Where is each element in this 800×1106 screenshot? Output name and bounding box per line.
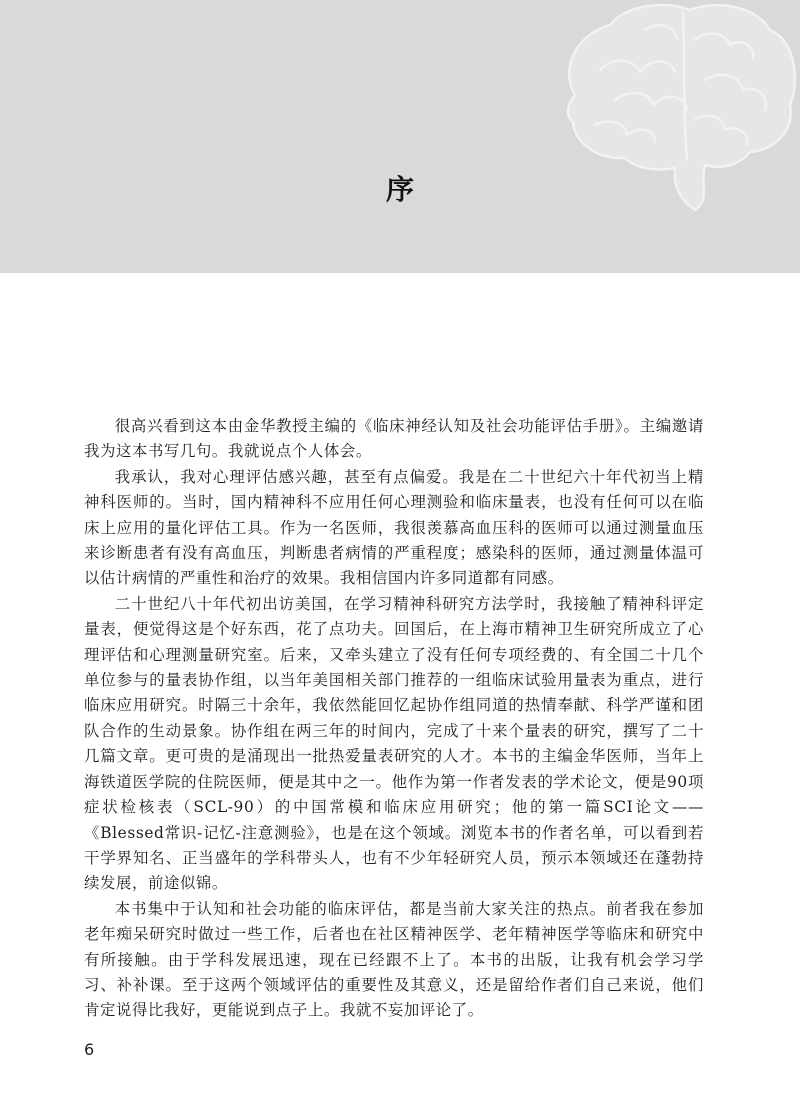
paragraph-3: 二十世纪八十年代初出访美国，在学习精神科研究方法学时，我接触了精神科评定量表，便觉得这是个好东西，花了点功夫。回国后，在上海市精神卫生研究所成立了心理评估和心理测量研究室。后来，又牵头建立了没有任何专项经费的、有全国二十几个单位参与的量表协作组，以当年美国相关部门推荐的一组临床试验用量表为重点，进行临床应用研究。时隔三十余年，我依然能回忆起协作组同道的热情奉献、科学严谨和团队合作的生动景象。协作组在两三年的时间内，完成了十来个量表的研究，撰写了二十几篇文章。更可贵的是涌现出一批热爱量表研究的人才。本书的主编金华医师，当年上海铁道医学院的住院医师，便是其中之一。他作为第一作者发表的学术论文，便是90项症状检核表（SCL-90）的中国常模和临床应用研究；他的第一篇SCI论文——《Blessed常识-记忆-注意测验》，也是在这个领域。浏览本书的作者名单，可以看到若干学界知名、正当盛年的学科带头人，也有不少年轻研究人员，预示本领域还在蓬勃持续发展，前途似锦。 [84, 594, 704, 893]
page-number: 6 [84, 1040, 95, 1059]
preface-body [84, 414, 704, 1024]
paragraph-1: 很高兴看到这本由金华教授主编的《临床神经认知及社会功能评估手册》。主编邀请我为这本书写几句。我就说点个人体会。 [84, 417, 704, 461]
chapter-title: 序 [385, 173, 414, 206]
chapter-header-band [0, 0, 800, 273]
paragraph-4: 本书集中于认知和社会功能的临床评估，都是当前大家关注的热点。前者我在参加老年痴呆研究时做过一些工作，后者也在社区精神医学、老年精神医学等临床和研究中有所接触。由于学科发展迅速，现在已经跟不上了。本书的出版，让我有机会学习学习、补补课。至于这两个领域评估的重要性及其意义，还是留给作者们自己来说，他们肯定说得比我好，更能说到点子上。我就不妄加评论了。 [84, 899, 704, 1020]
paragraph-2: 我承认，我对心理评估感兴趣，甚至有点偏爱。我是在二十世纪六十年代初当上精神科医师的。当时，国内精神科不应用任何心理测验和临床量表，也没有任何可以在临床上应用的量化评估工具。作为一名医师，我很羡慕高血压科的医师可以通过测量血压来诊断患者有没有高血压，判断患者病情的严重程度；感染科的医师，通过测量体温可以估计病情的严重性和治疗的效果。我相信国内许多同道都有同感。 [84, 467, 704, 588]
